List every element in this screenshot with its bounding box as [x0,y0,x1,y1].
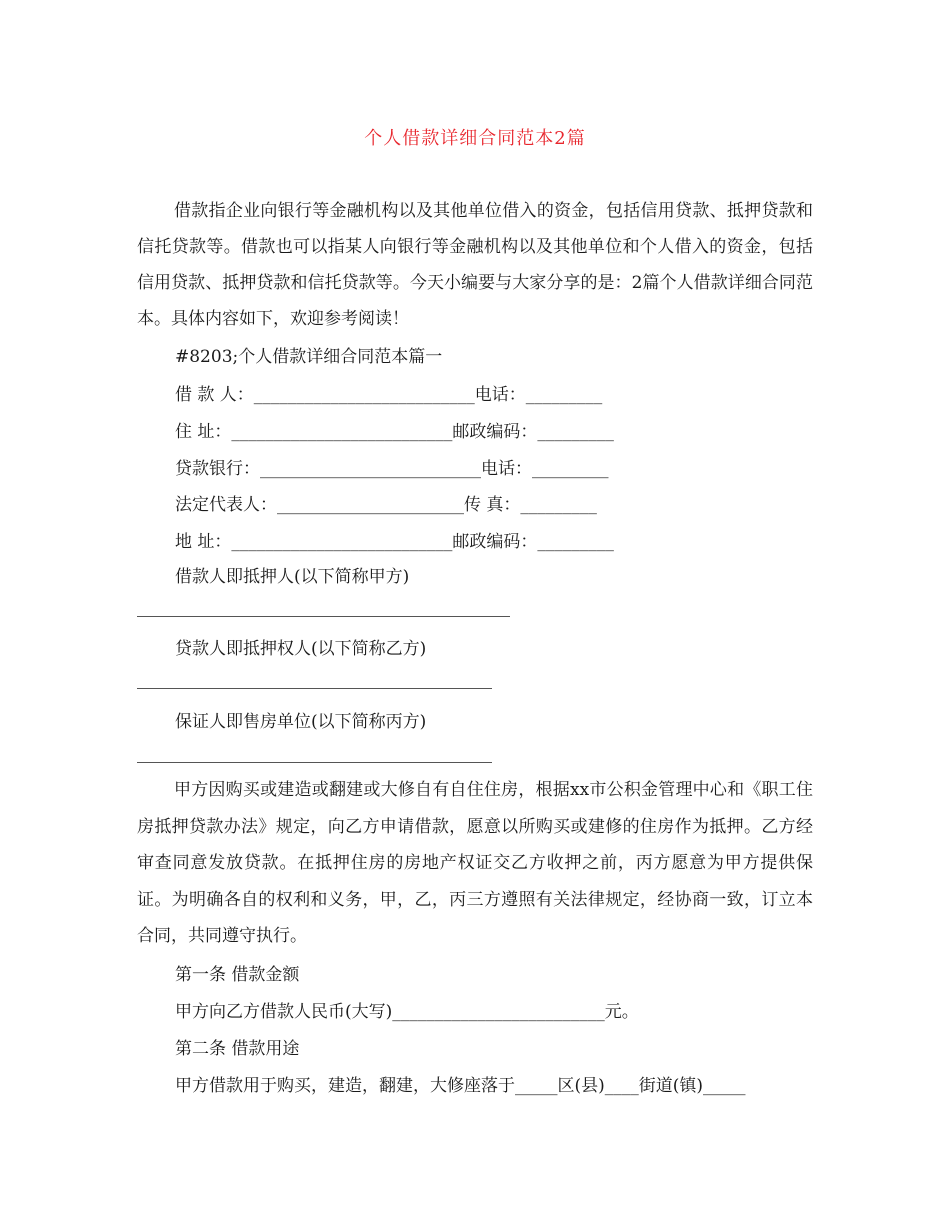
party-c-blank-line [137,762,492,763]
intro-paragraph: 借款指企业向银行等金融机构以及其他单位借入的资金，包括信用贷款、抵押贷款和信托贷款等。借款也可以指某人向银行等金融机构以及其他单位和个人借入的资金，包括信用贷款、抵押贷款和信托贷款等。今天小编要与大家分享的是：2篇个人借款详细合同范本。具体内容如下，欢迎参考阅读！ [137,201,813,329]
field-bank-address: 地 址：__________________________邮政编码：_________ [175,532,614,552]
document-title: 个人借款详细合同范本2篇 [364,128,586,149]
field-lending-bank: 贷款银行：__________________________电话：_________ [175,459,609,479]
article-1-text: 甲方向乙方借款人民币(大写)_________________________元。 [175,1002,639,1022]
field-borrower: 借 款 人：__________________________电话：_________ [175,385,603,405]
party-c-label: 保证人即售房单位(以下简称丙方) [175,712,427,732]
section-heading: #8203;个人借款详细合同范本篇一 [175,347,443,367]
article-2-text: 甲方借款用于购买，建造，翻建，大修座落于_____区(县)____街道(镇)_____ [175,1076,746,1096]
party-b-blank-line [137,688,492,689]
article-1-heading: 第一条 借款金额 [175,965,300,985]
party-b-label: 贷款人即抵押权人(以下简称乙方) [175,639,427,659]
field-legal-representative: 法定代表人：______________________传 真：_________ [175,495,597,515]
article-2-heading: 第二条 借款用途 [175,1039,300,1059]
party-a-label: 借款人即抵押人(以下简称甲方) [175,567,410,587]
party-a-blank-line [137,616,510,617]
field-address: 住 址：__________________________邮政编码：_________ [175,422,614,442]
body-paragraph: 甲方因购买或建造或翻建或大修自有自住住房，根据xx市公积金管理中心和《职工住房抵押贷款办法》规定，向乙方申请借款，愿意以所购买或建修的住房作为抵押。乙方经审查同意发放贷款。在抵押住房的房地产权证交乙方收押之前，丙方愿意为甲方提供保证。为明确各自的权利和义务，甲，乙，丙三方遵照有关法律规定，经协商一致，订立本合同，共同遵守执行。 [137,780,813,946]
